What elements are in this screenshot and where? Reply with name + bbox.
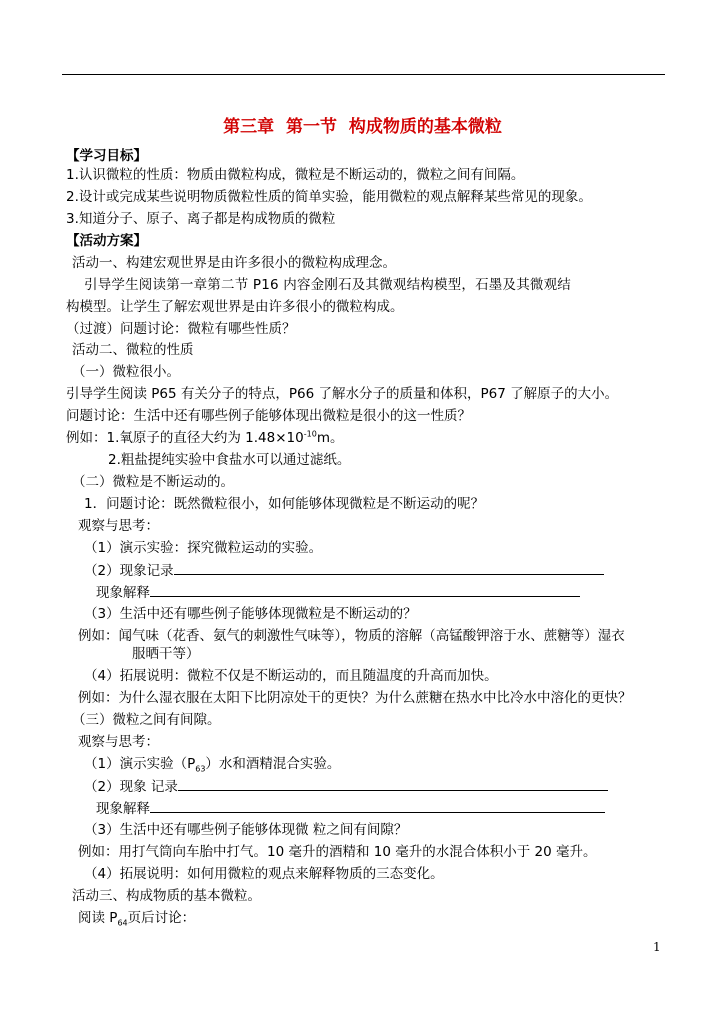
page-title: 第三章 第一节 构成物质的基本微粒 <box>223 117 502 137</box>
step-1-text-end: ）水和酒精混合实验。 <box>205 756 341 772</box>
example-1-unit: m。 <box>316 430 344 446</box>
property-3-step-4: （4）拓展说明：如何用微粒的观点来解释物质的三态变化。 <box>84 866 444 882</box>
activity-2-heading: 活动二、微粒的性质 <box>72 342 194 358</box>
page-subscript: 64 <box>117 918 128 928</box>
property-3-step-3: （3）生活中还有哪些例子能够体现微 粒之间有间隙？ <box>84 822 408 838</box>
goal-item-1: 1.认识微粒的性质：物质由微粒构成，微粒是不断运动的，微粒之间有间隔。 <box>66 167 525 183</box>
activity-3-reading <box>78 909 195 927</box>
page-number: 1 <box>653 940 661 954</box>
activity-1-para-line1: 引导学生阅读第一章第二节 P16 内容金刚石及其微观结构模型，石墨及其微观结 <box>84 277 572 293</box>
property-2-step-1: （1）演示实验：探究微粒运动的实验。 <box>84 540 323 556</box>
goal-item-2: 2.设计或完成某些说明物质微粒性质的简单实验，能用微粒的观点解释某些常见的现象。 <box>66 189 592 205</box>
property-2-step-2 <box>84 561 604 580</box>
explain-blank[interactable] <box>150 583 580 597</box>
property-2-explain <box>96 583 580 602</box>
property-1-example-2: 2.粗盐提纯实验中食盐水可以通过滤纸。 <box>108 452 351 468</box>
transition-question: （过渡）问题讨论：微粒有哪些性质？ <box>66 321 296 337</box>
explain-blank[interactable] <box>150 799 605 813</box>
section-heading-plan: 【活动方案】 <box>66 233 147 249</box>
record-label: （2）现象 记录 <box>84 779 178 795</box>
activity-1-heading: 活动一、构建宏观世界是由许多很小的微粒构成理念。 <box>72 255 396 271</box>
property-2-example-line1: 例如：闻气味（花香、氨气的刺激性气味等），物质的溶解（高锰酸钾溶于水、蔗糖等）湿衣 <box>78 628 625 644</box>
property-2-example-2: 例如：为什么湿衣服在太阳下比阴凉处干的更快？为什么蔗糖在热水中比冷水中溶化的更快？ <box>78 690 632 706</box>
property-3-step-1 <box>84 755 340 773</box>
record-label: （2）现象记录 <box>84 563 174 579</box>
explain-label: 现象解释 <box>96 801 150 817</box>
example-1-text: 例如：1.氧原子的直径大约为 1.48×10 <box>66 430 304 446</box>
header-rule <box>62 74 665 75</box>
property-3-explain <box>96 799 605 818</box>
property-2-observe: 观察与思考： <box>78 518 159 534</box>
property-3-step-2 <box>84 777 608 796</box>
property-1-question: 问题讨论：生活中还有哪些例子能够体现出微粒是很小的这一性质？ <box>66 408 471 424</box>
property-1-example-1 <box>66 429 343 447</box>
reading-text: 阅读 P <box>78 910 118 926</box>
explain-label: 现象解释 <box>96 585 150 601</box>
record-blank[interactable] <box>174 561 604 575</box>
property-3-observe: 观察与思考： <box>78 734 159 750</box>
goal-item-3: 3.知道分子、原子、离子都是构成物质的微粒 <box>66 211 336 227</box>
property-2-step-3: （3）生活中还有哪些例子能够体现微粒是不断运动的？ <box>84 606 417 622</box>
activity-1-para-line2: 构模型。让学生了解宏观世界是由许多很小的微粒构成。 <box>66 299 404 315</box>
step-1-text: （1）演示实验（P <box>84 756 196 772</box>
activity-3-heading: 活动三、构成物质的基本微粒。 <box>72 888 261 904</box>
property-1-heading: （一）微粒很小。 <box>72 364 180 380</box>
section-heading-goals: 【学习目标】 <box>66 148 147 164</box>
property-3-example: 例如：用打气筒向车胎中打气。10 毫升的酒精和 10 毫升的水混合体积小于 20 毫升。 <box>78 844 597 860</box>
property-3-heading: （三）微粒之间有间隙。 <box>72 712 221 728</box>
property-2-example-line2: 服晒干等） <box>132 646 200 662</box>
page-subscript: 63 <box>195 764 206 774</box>
record-blank[interactable] <box>178 777 608 791</box>
property-2-heading: （二）微粒是不断运动的。 <box>72 474 234 490</box>
exponent: -10 <box>303 429 317 439</box>
property-2-question: 1．问题讨论：既然微粒很小，如何能够体现微粒是不断运动的呢？ <box>84 496 485 512</box>
property-1-text: 引导学生阅读 P65 有关分子的特点，P66 了解水分子的质量和体积，P67 了解原子的大小。 <box>66 386 619 402</box>
reading-text-end: 页后讨论： <box>127 910 196 926</box>
property-2-step-4: （4）拓展说明：微粒不仅是不断运动的，而且随温度的升高而加快。 <box>84 668 498 684</box>
